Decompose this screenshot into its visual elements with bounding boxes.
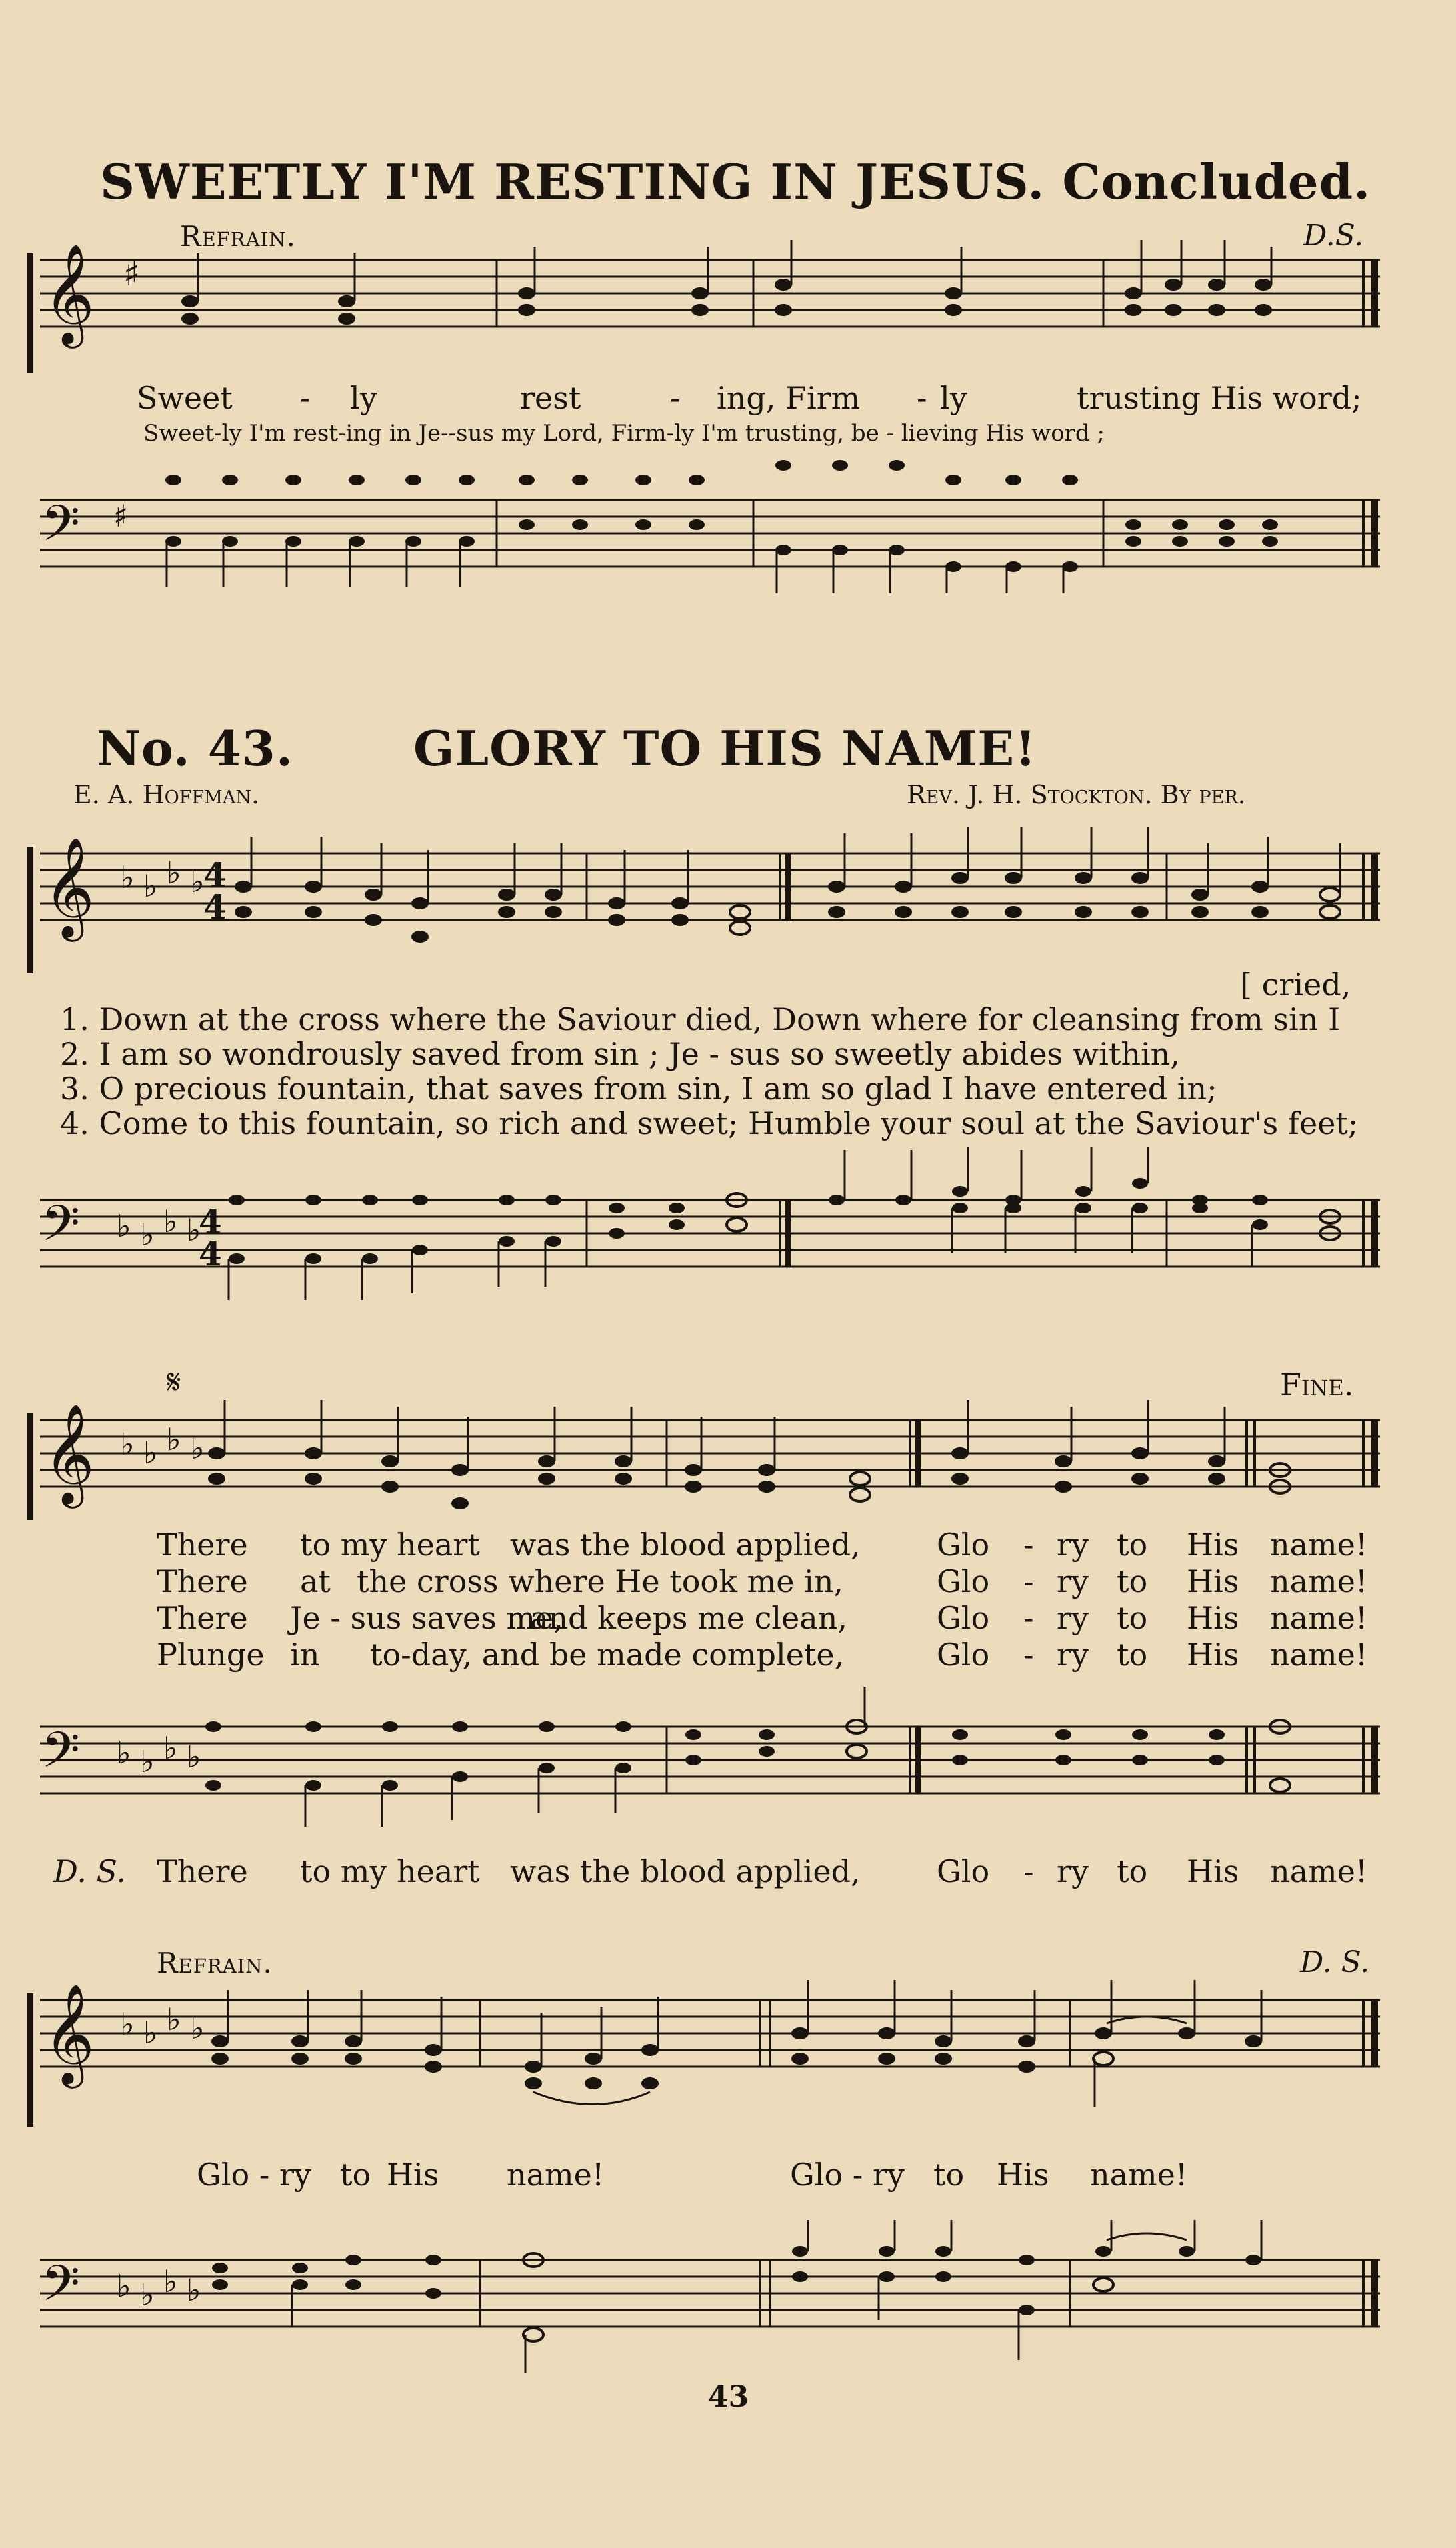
svg-text:♭: ♭ <box>140 1217 155 1253</box>
song2-title: GLORY TO HIS NAME! <box>413 720 1037 777</box>
svg-text:♭: ♭ <box>187 1739 201 1775</box>
song1-title: SWEETLY I'M RESTING IN JESUS. Concluded. <box>100 153 1371 210</box>
song2-verse-4: 4. Come to this fountain, so rich and sweet; Humble your soul at the Saviour's feet; <box>60 1105 1359 1141</box>
svg-text:♭: ♭ <box>140 1743 155 1779</box>
song2-verse-tail: [ cried, <box>1240 967 1351 1003</box>
svg-text:♭: ♭ <box>117 1208 131 1244</box>
svg-text:♭: ♭ <box>167 1421 181 1457</box>
svg-text:♭: ♭ <box>143 868 158 904</box>
svg-text:♭: ♭ <box>120 1426 135 1462</box>
svg-text:♭: ♭ <box>117 1735 131 1771</box>
svg-text:♭: ♭ <box>190 2010 205 2046</box>
song1-treble-staff <box>0 240 1456 373</box>
svg-text:4: 4 <box>199 1202 222 1241</box>
svg-text:𝄢: 𝄢 <box>41 495 80 565</box>
song2-fine-marker: Fine. <box>1280 1367 1354 1403</box>
song1-lyrics-line2: Sweet-ly I'm rest-ing in Je--sus my Lord, Firm-ly I'm trusting, be - lieving His word ; <box>143 420 1105 447</box>
svg-text:♭: ♭ <box>120 859 135 895</box>
svg-text:𝄢: 𝄢 <box>41 2255 80 2325</box>
song2-author-right: Rev. J. H. Stockton. By per. <box>907 780 1246 809</box>
svg-text:♭: ♭ <box>117 2268 131 2304</box>
svg-text:♭: ♭ <box>190 1430 205 1466</box>
song2-chorus-lyrics: There to my heart was the blood applied, Glo - ry to His name! There at the cross where He took me in, Glo - ry to His name! There Je - sus saves me, and keeps me clean, Glo - ry to His name! Plunge in to-day, and be made complete, Glo - ry to His name! <box>157 1527 1368 1673</box>
song2-refrain-bass-staff <box>0 2220 1456 2380</box>
song2-verse-bass-staff <box>0 1147 1456 1300</box>
song2-number: No. 43. <box>97 720 293 777</box>
svg-text:♭: ♭ <box>187 2272 201 2308</box>
svg-text:♭: ♭ <box>167 855 181 891</box>
svg-text:𝄞: 𝄞 <box>43 836 95 937</box>
svg-text:♭: ♭ <box>187 1212 201 1248</box>
song2-refrain-ds: D. S. <box>1300 1945 1370 1979</box>
svg-text:𝄞: 𝄞 <box>43 1983 95 2084</box>
song2-chorus-bass-staff <box>0 1687 1456 1840</box>
svg-text:♯: ♯ <box>113 498 129 534</box>
svg-text:♭: ♭ <box>163 1203 178 1239</box>
song2-verse-treble-staff <box>0 820 1456 973</box>
svg-text:𝄢: 𝄢 <box>41 1721 80 1791</box>
song2-chorus-treble-staff <box>0 1367 1456 1520</box>
song2-refrain-label: Refrain. <box>157 1947 273 1979</box>
svg-text:4: 4 <box>203 887 227 927</box>
page: SWEETLY I'M RESTING IN JESUS. Concluded. Refrain. D.S. 𝄞 ♯ Sweet - ly rest - ing, Firm - ly trusting His word; Sweet-ly I'm rest-ing in Je--sus my Lord, Firm-ly I'm trusting, be - lieving His word ; 𝄢 ♯ No. 43. GLORY TO HIS NAME! E. A. Hoffman. Rev. J. H. Stockton. By per. 𝄞 ♭ ♭ ♭ ♭ 4 4 [ cried, 1. Down at the cross where the Saviour died, Down where for cleansing from sin I 2. I am so wondrously saved from sin ; Je - sus so sweetly abides within, 3. O precious fountain, that saves from sin, I am so glad I have entered in; 4. Come to this fountain, so rich and sweet; Humble your soul at the Saviour's feet; 𝄢 ♭ ♭ ♭ ♭ 4 4 Fine. 𝄞 ♭ ♭ ♭ ♭ 𝄋 There to my heart was the blood applied, Glo - ry to His name! There at the cross where He took me in, Glo - ry to His name! There Je - sus saves me, and keeps me clean, Glo - ry to His name! Plunge in to-day, and be made complete, Glo - ry to His name! 𝄢 ♭ ♭ ♭ ♭ D. S. There to my heart was the blood applied, Glo - ry to His name! Refrain. D. S. 𝄞 ♭ ♭ ♭ ♭ Glo - ry to His name! Glo - ry to His name! 𝄢 ♭ ♭ ♭ ♭ 43 <box>0 0 1456 2548</box>
svg-text:♭: ♭ <box>120 2006 135 2042</box>
svg-text:♭: ♭ <box>163 2263 178 2299</box>
svg-text:𝄋: 𝄋 <box>167 1367 181 1401</box>
svg-text:♭: ♭ <box>167 2001 181 2037</box>
song2-author-left: E. A. Hoffman. <box>73 780 260 809</box>
svg-text:♭: ♭ <box>140 2277 155 2313</box>
svg-text:𝄞: 𝄞 <box>43 1403 95 1504</box>
svg-text:♭: ♭ <box>190 863 205 899</box>
svg-text:♭: ♭ <box>143 1435 158 1471</box>
song2-verse-3: 3. O precious fountain, that saves from sin, I am so glad I have entered in; <box>60 1071 1217 1107</box>
song1-refrain-label: Refrain. <box>180 220 296 253</box>
svg-text:𝄢: 𝄢 <box>41 1195 80 1265</box>
svg-text:♭: ♭ <box>163 1730 178 1766</box>
page-number: 43 <box>708 2380 749 2414</box>
svg-text:♯: ♯ <box>123 255 140 293</box>
song2-verse-1: 1. Down at the cross where the Saviour died, Down where for cleansing from sin I <box>60 1001 1341 1037</box>
song2-verse-2: 2. I am so wondrously saved from sin ; Je - sus so sweetly abides within, <box>60 1036 1180 1072</box>
song2-refrain-treble-staff <box>0 1973 1456 2127</box>
svg-text:4: 4 <box>199 1234 222 1273</box>
song1-bass-staff <box>0 460 1456 593</box>
svg-text:𝄞: 𝄞 <box>43 243 95 344</box>
song1-ds-marker: D.S. <box>1303 219 1364 253</box>
svg-text:4: 4 <box>203 855 227 895</box>
svg-text:♭: ♭ <box>143 2015 158 2051</box>
